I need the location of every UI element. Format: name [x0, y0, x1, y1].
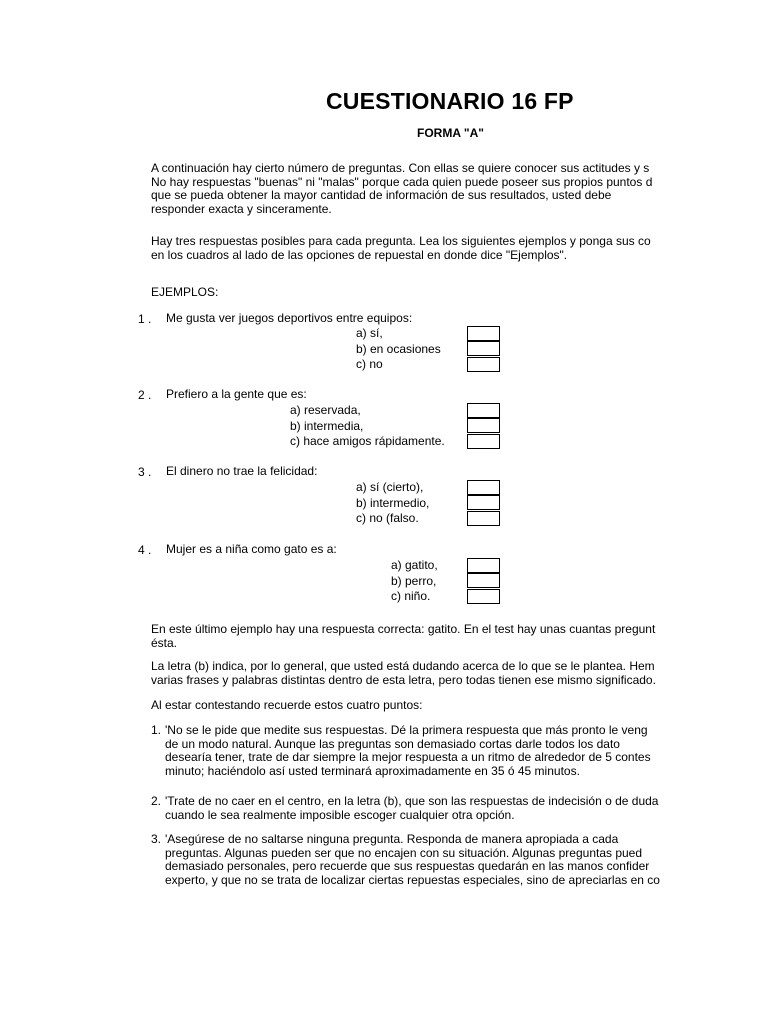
text-line: A continuación hay cierto número de preguntas. Con ellas se quiere conocer sus actitudes y s [151, 162, 650, 175]
text-line: No hay respuestas "buenas" ni "malas" porque cada quien puede poseer sus propios puntos d [151, 174, 653, 189]
option-label: c) niño. [391, 589, 431, 603]
answer-box[interactable] [467, 589, 500, 604]
option-label: c) hace amigos rápidamente. [290, 434, 445, 448]
letter-b-paragraph [151, 660, 697, 687]
point-text [165, 833, 697, 887]
intro-paragraph [151, 162, 697, 216]
option-label: c) no (falso. [356, 511, 419, 525]
example-question: Prefiero a la gente que es: [166, 387, 307, 401]
option-label: a) gatito, [391, 558, 438, 572]
text-line: de un modo natural. Aunque las preguntas son demasiado cortas darle todos los dato [165, 736, 620, 751]
example-options [391, 558, 438, 605]
option-label: b) en ocasiones [356, 341, 441, 356]
answer-box[interactable] [467, 573, 500, 588]
text-line: 'Asegúrese de no saltarse ninguna pregunta. Responda de manera apropiada a cada [165, 833, 619, 846]
page-subtitle: FORMA "A" [417, 126, 484, 140]
text-line: demasiado personales, pero recuerde que sus respuestas quedarán en las manos confider [165, 859, 650, 873]
answer-box[interactable] [467, 511, 500, 526]
text-line: ésta. [151, 635, 178, 650]
text-line: 'Trate de no caer en el centro, en la letra (b), que son las respuestas de indecisión o de duda [165, 795, 659, 808]
point-number: 3. [151, 832, 162, 846]
point-number: 1. [151, 723, 162, 737]
example-number: 4 . [138, 543, 152, 557]
text-line: cuando le sea realmente imposible escoger cualquier otra opción. [165, 807, 515, 822]
answer-box[interactable] [467, 558, 500, 573]
answer-box[interactable] [467, 403, 500, 418]
text-line: varias frases y palabras distintas dentro de esta letra, pero todas tienen ese mismo significado. [151, 672, 656, 687]
answer-box[interactable] [467, 357, 500, 372]
point-text [165, 724, 697, 778]
option-label: b) intermedia, [290, 418, 364, 433]
text-line: que se pueda obtener la mayor cantidad de información de sus resultados, usted debe [151, 188, 612, 202]
text-line: En este último ejemplo hay una respuesta correcta: gatito. En el test hay unas cuantas pregunt [151, 623, 656, 636]
option-label: a) sí (cierto), [356, 480, 424, 494]
text-line: en los cuadros al lado de las opciones de repuestal en donde dice "Ejemplos". [151, 247, 568, 262]
option-label: b) perro, [391, 573, 437, 588]
answer-box[interactable] [467, 341, 500, 356]
remember-heading: Al estar contestando recuerde estos cuatro puntos: [151, 698, 423, 712]
text-line: desearía tener, trate de dar siempre la mejor respuesta a un ritmo de alrededor de 5 contes [165, 750, 651, 764]
text-line: preguntas. Algunas pueden ser que no encajen con su situación. Algunas preguntas pued [165, 845, 643, 860]
text-line: 'No se le pide que medite sus respuestas. Dé la primera respuesta que más pronto le veng [165, 724, 648, 737]
point-text [165, 795, 697, 822]
example-question: El dinero no trae la felicidad: [166, 464, 318, 478]
example-options [356, 480, 429, 527]
option-label: a) reservada, [290, 403, 361, 417]
text-line: experto, y que no se trata de localizar ciertas repuestas especiales, sino de apreciarlas en co [165, 872, 660, 887]
example-options [290, 403, 445, 450]
answers-paragraph [151, 235, 697, 262]
point-number: 2. [151, 794, 162, 808]
answer-box[interactable] [467, 434, 500, 449]
option-label: b) intermedio, [356, 495, 430, 510]
page-title: CUESTIONARIO 16 FP [326, 88, 574, 114]
text-line: responder exacta y sinceramente. [151, 201, 332, 216]
text-line: La letra (b) indica, por lo general, que usted está dudando acerca de lo que se le plantea. Hem [151, 660, 655, 673]
last-example-paragraph [151, 623, 697, 650]
answer-box[interactable] [467, 326, 500, 341]
option-label: a) sí, [356, 326, 383, 340]
answer-box[interactable] [467, 495, 500, 510]
example-question: Mujer es a niña como gato es a: [166, 542, 337, 556]
answer-box[interactable] [467, 480, 500, 495]
example-number: 1 . [138, 312, 152, 326]
answer-box[interactable] [467, 418, 500, 433]
example-number: 2 . [138, 388, 152, 402]
text-line: Hay tres respuestas posibles para cada pregunta. Lea los siguientes ejemplos y ponga sus co [151, 235, 651, 248]
text-line: minuto; haciéndolo así usted terminará aproximadamente en 35 ó 45 minutos. [165, 763, 580, 778]
option-label: c) no [356, 357, 383, 371]
example-options [356, 326, 441, 373]
example-number: 3 . [138, 465, 152, 479]
example-question: Me gusta ver juegos deportivos entre equipos: [166, 311, 413, 325]
examples-heading: EJEMPLOS: [151, 285, 219, 299]
